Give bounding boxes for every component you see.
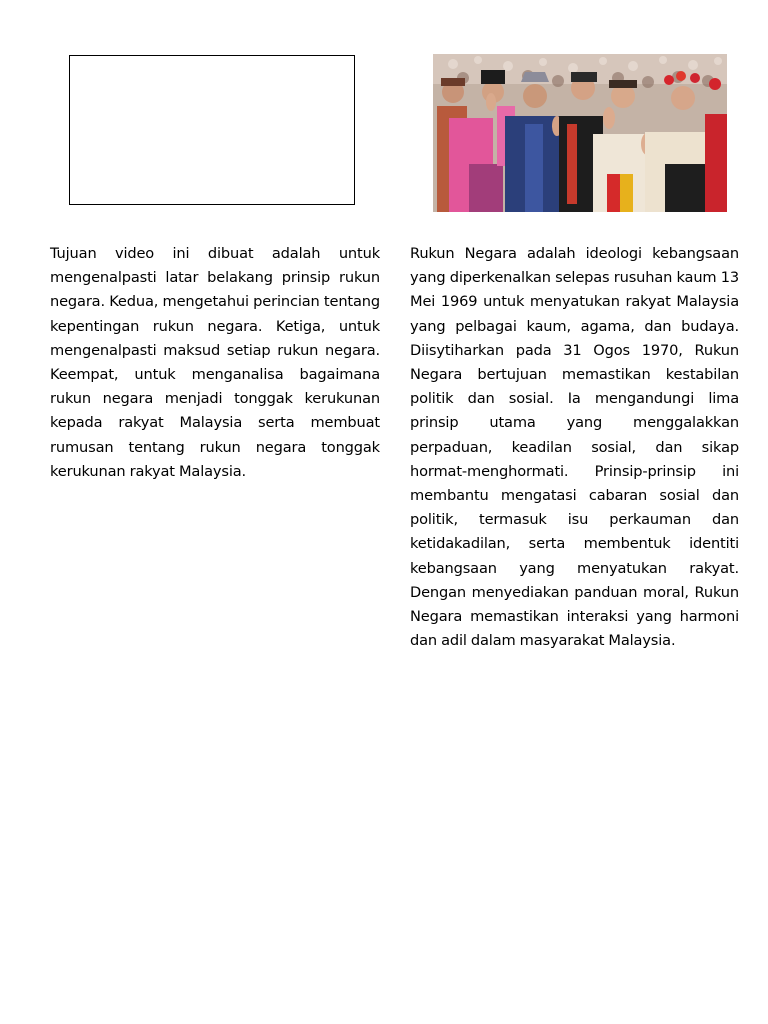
- purpose-paragraph: Tujuan video ini dibuat adalah untuk mengenalpasti latar belakang prinsip rukun negara. Kedua, mengetahui perincian tentang kepentingan rukun negara. Ketiga, untuk mengenalpasti maksud setiap rukun negara. Keempat, untuk menganalisa bagaimana rukun negara menjadi tonggak kerukunan kepada rakyat Malaysia serta membuat rumusan tentang rukun negara tonggak kerukunan rakyat Malaysia.: [50, 245, 380, 480]
- right-text-column: [410, 242, 739, 653]
- left-text-column: [50, 242, 380, 484]
- video-placeholder-box: [69, 55, 355, 205]
- pledge-photo-illustration: [433, 54, 727, 212]
- pledge-photo: [433, 54, 727, 212]
- rukun-negara-paragraph: Rukun Negara adalah ideologi kebangsaan yang diperkenalkan selepas rusuhan kaum 13 Mei 1969 untuk menyatukan rakyat Malaysia yang pelbagai kaum, agama, dan budaya. Diisytiharkan pada 31 Ogos 1970, Rukun Negara bertujuan memastikan kestabilan politik dan sosial. Ia mengandungi lima prinsip utama yang menggalakkan perpaduan, keadilan sosial, dan sikap hormat-menghormati. Prinsip-prinsip ini membantu mengatasi cabaran sosial dan politik, termasuk isu perkauman dan ketidakadilan, serta membentuk identiti kebangsaan yang menyatukan rakyat. Dengan menyediakan panduan moral, Rukun Negara memastikan interaksi yang harmoni dan adil dalam masyarakat Malaysia.: [410, 245, 739, 650]
